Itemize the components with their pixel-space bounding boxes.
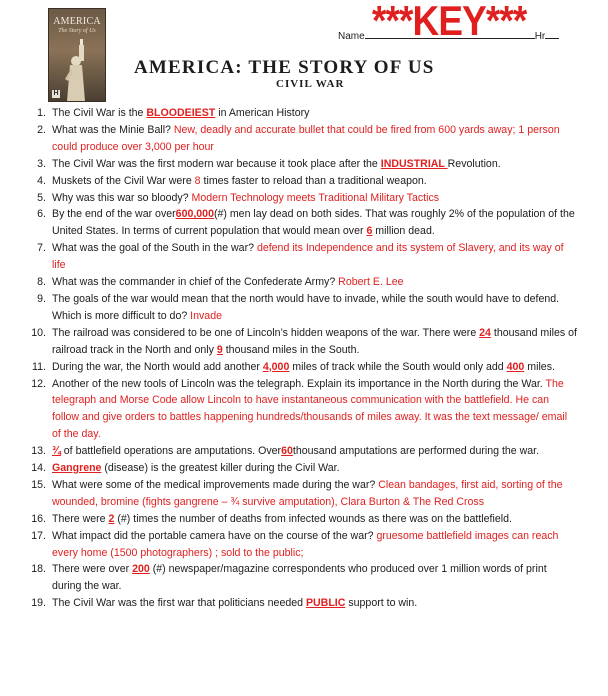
question-19	[0, 595, 608, 612]
question-number: 17.	[31, 529, 46, 542]
question-number: 13.	[31, 445, 46, 458]
question-9	[0, 291, 608, 325]
question-17	[0, 528, 608, 562]
question-text: miles of track while the South would only add	[289, 360, 507, 373]
question-text: What was the Minie Ball?	[52, 123, 174, 136]
question-number: 1.	[37, 107, 46, 119]
question-number: 6.	[37, 208, 46, 221]
question-number: 19.	[31, 597, 46, 610]
question-text: By the end of the war over	[52, 208, 176, 221]
question-6	[0, 206, 608, 240]
question-text: The goals of the war would mean that the north would have to invade, while the south would have to defend. Which is more difficult to do?	[52, 292, 560, 322]
answer-text: Clean bandages, first aid, sorting of the wounded, bromine (fights gangrene – ¾ survive amputation), Clara Burton & The Red Cross	[52, 478, 563, 508]
question-number: 14.	[31, 462, 46, 475]
question-14	[0, 460, 608, 477]
answer-text: gruesome battlefield images can reach every home (1500 photographers) ; sold to the public;	[52, 529, 559, 559]
question-number: 11.	[32, 360, 46, 373]
question-number: 7.	[37, 242, 46, 255]
question-text: (#) times the number of deaths from infected wounds as there was on the battlefield.	[114, 512, 512, 525]
answer-blank: INDUSTRIAL	[380, 157, 448, 170]
question-text: miles.	[524, 360, 555, 373]
cover-title: AMERICA	[53, 16, 101, 27]
answer-key-label: ***KEY***	[372, 0, 527, 44]
question-2	[0, 122, 608, 156]
question-text: Revolution.	[447, 157, 501, 170]
answer-blank: BLOODEIEST	[146, 107, 216, 119]
question-text: What impact did the portable camera have on the course of the war?	[52, 529, 377, 542]
question-text: million dead.	[372, 225, 435, 238]
question-text: The Civil War was the first war that politicians needed	[52, 597, 306, 610]
question-text: Why was this war so bloody?	[52, 191, 192, 204]
hr-blank	[545, 38, 559, 39]
answer-blank: 600,000	[175, 208, 214, 221]
question-12	[0, 376, 608, 444]
question-text: What was the commander in chief of the Confederate Army?	[52, 276, 339, 289]
question-text: support to win.	[345, 597, 418, 610]
question-text: Muskets of the Civil War were	[52, 174, 195, 187]
question-number: 9.	[37, 292, 46, 305]
name-blank	[365, 38, 535, 39]
answer-blank: 9	[216, 343, 223, 356]
question-number: 3.	[37, 157, 46, 170]
question-text: thousand miles in the South.	[222, 343, 360, 356]
question-number: 8.	[37, 276, 46, 289]
question-text: (#) newspaper/magazine correspondents who produced over 1 million words of print during the war.	[52, 563, 547, 593]
hr-label: Hr	[534, 31, 546, 42]
question-text: During the war, the North would add another	[52, 360, 263, 373]
answer-blank: 6	[366, 225, 373, 238]
answer-text: Robert E. Lee	[338, 276, 404, 289]
question-number: 10.	[31, 326, 46, 339]
question-text: thousand amputations are performed during the war.	[292, 445, 540, 458]
question-number: 4.	[37, 174, 46, 187]
question-text: of battlefield operations are amputations. Over	[60, 445, 282, 458]
question-number: 18.	[31, 563, 46, 576]
question-8	[0, 274, 608, 291]
question-13	[0, 443, 608, 460]
question-7	[0, 240, 608, 274]
question-11	[0, 359, 608, 376]
question-number: 2.	[37, 123, 46, 136]
question-15	[0, 477, 608, 511]
question-3	[0, 156, 608, 173]
answer-blank: 400	[506, 360, 525, 373]
answer-text: Modern Technology meets Traditional Military Tactics	[191, 191, 440, 204]
answer-text: defend its Independence and its system of Slavery, and its way of life	[52, 242, 564, 272]
answer-blank: 24	[479, 326, 491, 339]
question-text: There were	[52, 512, 109, 525]
question-text: (disease) is the greatest killer during the Civil War.	[101, 462, 340, 475]
question-text: thousand miles of railroad track in the North and only	[52, 326, 577, 356]
question-5	[0, 190, 608, 207]
answer-blank: ¾	[52, 445, 61, 458]
answer-blank: 2	[108, 512, 115, 525]
worksheet-title: AMERICA: THE STORY OF US	[134, 57, 435, 78]
question-text: times faster to reload than a traditional weapon.	[200, 174, 427, 187]
name-hour-line	[338, 31, 559, 42]
question-text: The Civil War is the	[52, 107, 147, 119]
answer-text: New, deadly and accurate bullet that could be fired from 600 yards away; 1 person could produce over 3,000 per hour	[52, 123, 560, 153]
question-list	[0, 105, 608, 612]
question-number: 5.	[37, 191, 46, 204]
question-10	[0, 325, 608, 359]
answer-text: The telegraph and Morse Code allow Lincoln to have instantaneous communication with the battlefield. He can follow and give orders to battles happening hundreds/thousands of miles away. It was the text message/ email of the day.	[52, 377, 568, 441]
question-text: What was the goal of the South in the war?	[52, 242, 257, 255]
answer-blank: PUBLIC	[305, 597, 346, 610]
question-text: (#) men lay dead on both sides. That was roughly 2% of the population of the United States. In terms of current population that would mean over	[52, 208, 575, 238]
answer-blank: 4,000	[262, 360, 290, 373]
question-1	[0, 105, 608, 122]
question-text: There were over	[52, 563, 133, 576]
question-text: The Civil War was the first modern war because it took place after the	[52, 157, 381, 170]
question-number: 12.	[31, 377, 46, 390]
worksheet-subtitle: CIVIL WAR	[276, 78, 345, 90]
answer-text: 8	[194, 174, 201, 187]
answer-text: Invade	[190, 309, 222, 322]
question-number: 16.	[31, 512, 46, 525]
question-4	[0, 173, 608, 190]
question-18	[0, 561, 608, 595]
history-channel-logo: H	[53, 90, 59, 97]
question-number: 15.	[31, 478, 46, 491]
question-text: The railroad was considered to be one of Lincoln’s hidden weapons of the war. There were	[52, 326, 480, 339]
question-text: in American History	[215, 107, 310, 119]
question-16	[0, 511, 608, 528]
answer-blank: 200	[132, 563, 150, 576]
question-text: Another of the new tools of Lincoln was the telegraph. Explain its importance in the North during the War.	[52, 377, 546, 390]
answer-blank: 60	[281, 445, 293, 458]
name-label: Name	[338, 31, 365, 42]
cover-subtitle: The Story of Us	[58, 28, 96, 34]
answer-blank: Gangrene	[52, 462, 102, 475]
book-cover-image	[48, 8, 106, 102]
question-text: What were some of the medical improvements made during the war?	[52, 478, 379, 491]
statue-of-liberty-icon	[61, 39, 93, 101]
